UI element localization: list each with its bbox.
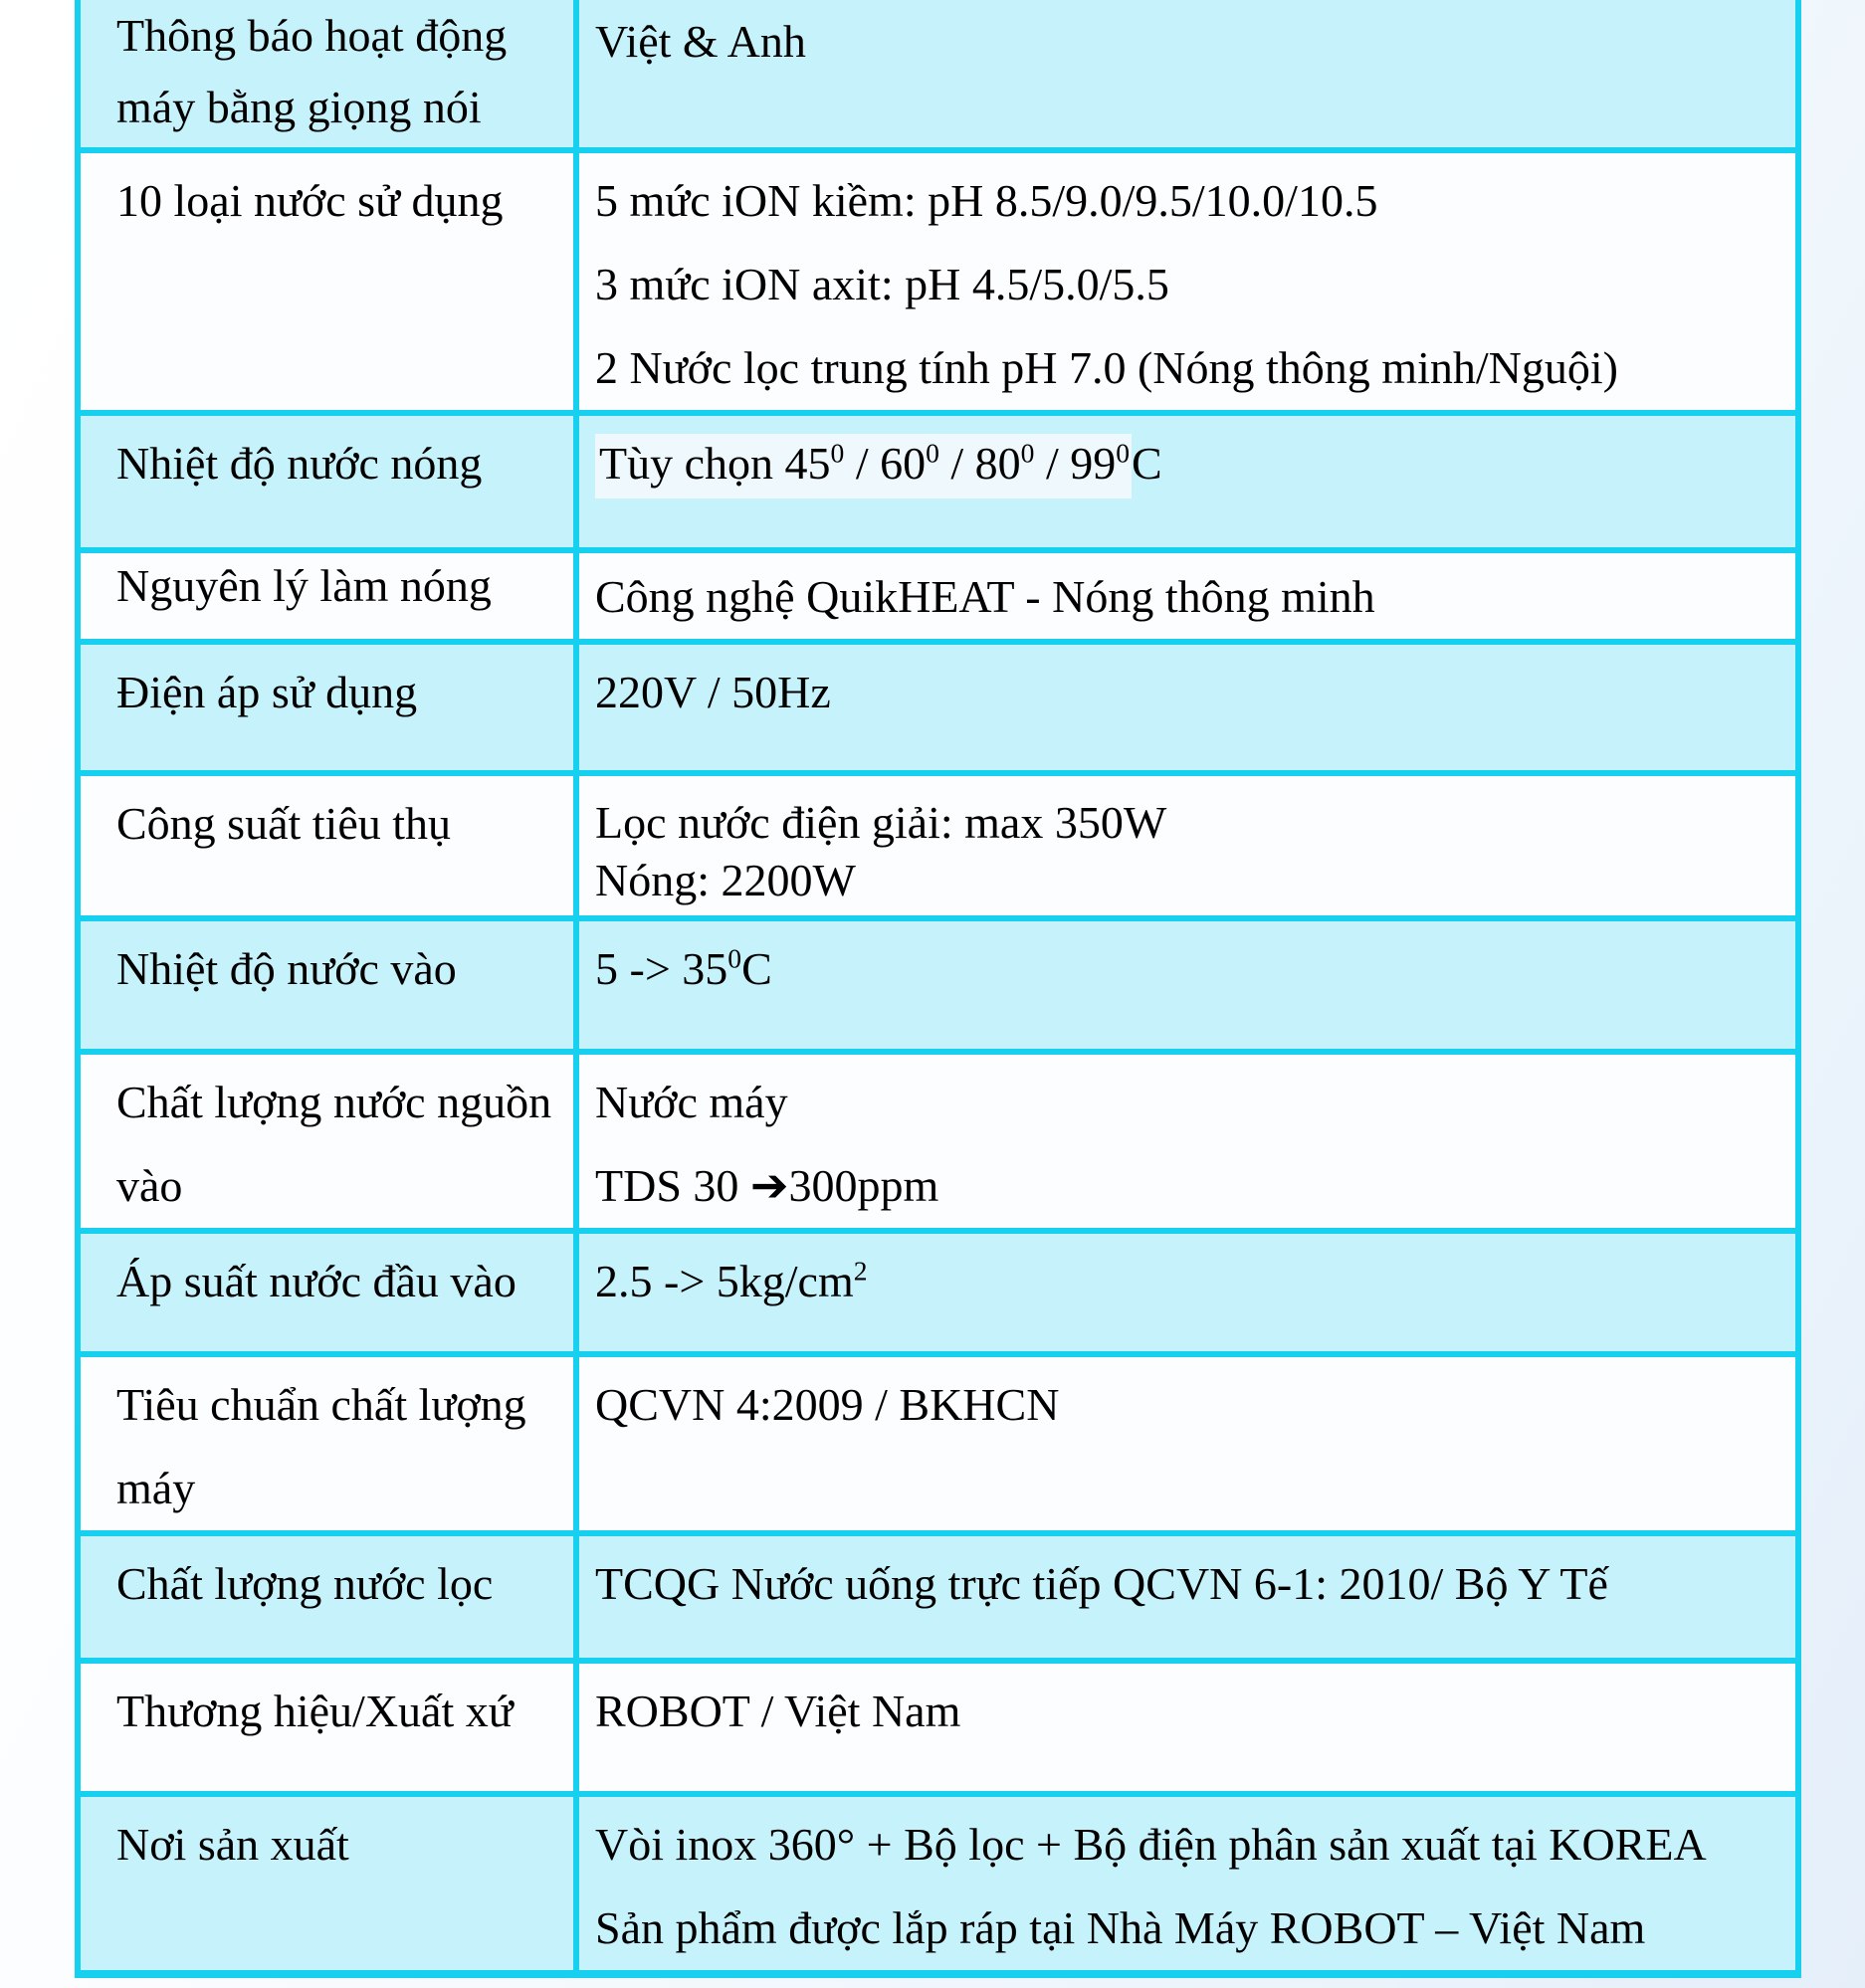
spec-value: [579, 0, 1795, 147]
spec-label: Điện áp sử dụng: [81, 645, 579, 770]
table-row: [81, 639, 1795, 770]
value-line: [595, 1240, 1771, 1323]
value-line: [595, 927, 1771, 1011]
table-row: [81, 1658, 1795, 1791]
spec-value: [579, 1536, 1795, 1658]
value-line: 3 mức iON axit: pH 4.5/5.0/5.5: [595, 259, 1169, 309]
value-line: QCVN 4:2009 / BKHCN: [595, 1379, 1060, 1430]
temp-sup: 0: [1020, 437, 1035, 469]
temp-unit: C: [741, 943, 772, 994]
pressure-sup: 2: [853, 1255, 868, 1287]
table-row: [81, 410, 1795, 547]
spec-value: [579, 776, 1795, 915]
value-line: [595, 422, 1771, 505]
spec-value: [579, 1055, 1795, 1228]
value-line: TDS 30 ➔300ppm: [595, 1160, 939, 1211]
value-line: Lọc nước điện giải: max 350W: [595, 797, 1167, 848]
spec-value: [579, 645, 1795, 770]
spec-label: Thông báo hoạt động máy bằng giọng nói: [81, 0, 579, 147]
spec-label: Thương hiệu/Xuất xứ: [81, 1664, 579, 1791]
spec-value: [579, 416, 1795, 547]
spec-label: Chất lượng nước lọc: [81, 1536, 579, 1658]
table-row: [81, 1049, 1795, 1228]
table-row: [81, 1530, 1795, 1658]
spec-label: Công suất tiêu thụ: [81, 776, 579, 915]
temp-sup: 0: [1116, 437, 1131, 469]
temp-unit: C: [1132, 438, 1162, 489]
value-line: Việt & Anh: [595, 16, 806, 67]
spec-value: [579, 553, 1795, 639]
value-line: Nóng: 2200W: [595, 855, 856, 905]
table-row: [81, 915, 1795, 1049]
table-row: [81, 547, 1795, 639]
spec-value: [579, 1234, 1795, 1351]
spec-label: Nhiệt độ nước vào: [81, 921, 579, 1049]
table-row: [81, 1228, 1795, 1351]
temp-sup: 0: [727, 942, 742, 974]
spec-value: [579, 1357, 1795, 1530]
value-line: 5 mức iON kiềm: pH 8.5/9.0/9.5/10.0/10.5: [595, 175, 1378, 226]
spec-value: [579, 1797, 1795, 1970]
table-row: [81, 147, 1795, 410]
spec-label: Áp suất nước đầu vào: [81, 1234, 579, 1351]
temp-sup: 0: [830, 437, 845, 469]
spec-label: Nhiệt độ nước nóng: [81, 416, 579, 547]
value-line: 220V / 50Hz: [595, 667, 831, 717]
temp-text: / 60: [844, 438, 927, 489]
value-line: TCQG Nước uống trực tiếp QCVN 6-1: 2010/ Bộ Y Tế: [595, 1558, 1608, 1609]
table-row: [81, 1791, 1795, 1970]
spec-value: [579, 153, 1795, 410]
temp-text: / 80: [938, 438, 1021, 489]
temp-sup: 0: [926, 437, 939, 469]
table-row: [81, 0, 1795, 147]
value-line: Vòi inox 360° + Bộ lọc + Bộ điện phân sản xuất tại KOREA: [595, 1819, 1707, 1870]
pressure-text: 2.5 -> 5kg/cm: [595, 1256, 854, 1306]
spec-label: Tiêu chuẩn chất lượng máy: [81, 1357, 579, 1530]
value-line: 2 Nước lọc trung tính pH 7.0 (Nóng thông minh/Nguội): [595, 342, 1618, 393]
table-row: [81, 770, 1795, 915]
product-spec-table: [75, 0, 1801, 1978]
temp-text: 5 -> 35: [595, 943, 728, 994]
spec-value: [579, 921, 1795, 1049]
temp-text: Tùy chọn 45: [599, 438, 831, 489]
value-line: Sản phẩm được lắp ráp tại Nhà Máy ROBOT – Việt Nam: [595, 1902, 1646, 1953]
table-row: [81, 1351, 1795, 1530]
spec-label: Nguyên lý làm nóng: [81, 553, 579, 639]
highlighted-text: [595, 434, 1132, 498]
spec-label: Nơi sản xuất: [81, 1797, 579, 1970]
spec-value: [579, 1664, 1795, 1791]
value-line: ROBOT / Việt Nam: [595, 1686, 961, 1736]
value-line: Công nghệ QuikHEAT - Nóng thông minh: [595, 571, 1375, 622]
value-line: Nước máy: [595, 1077, 788, 1127]
spec-label: 10 loại nước sử dụng: [81, 153, 579, 410]
temp-text: / 99: [1034, 438, 1117, 489]
spec-label: Chất lượng nước nguồn vào: [81, 1055, 579, 1228]
